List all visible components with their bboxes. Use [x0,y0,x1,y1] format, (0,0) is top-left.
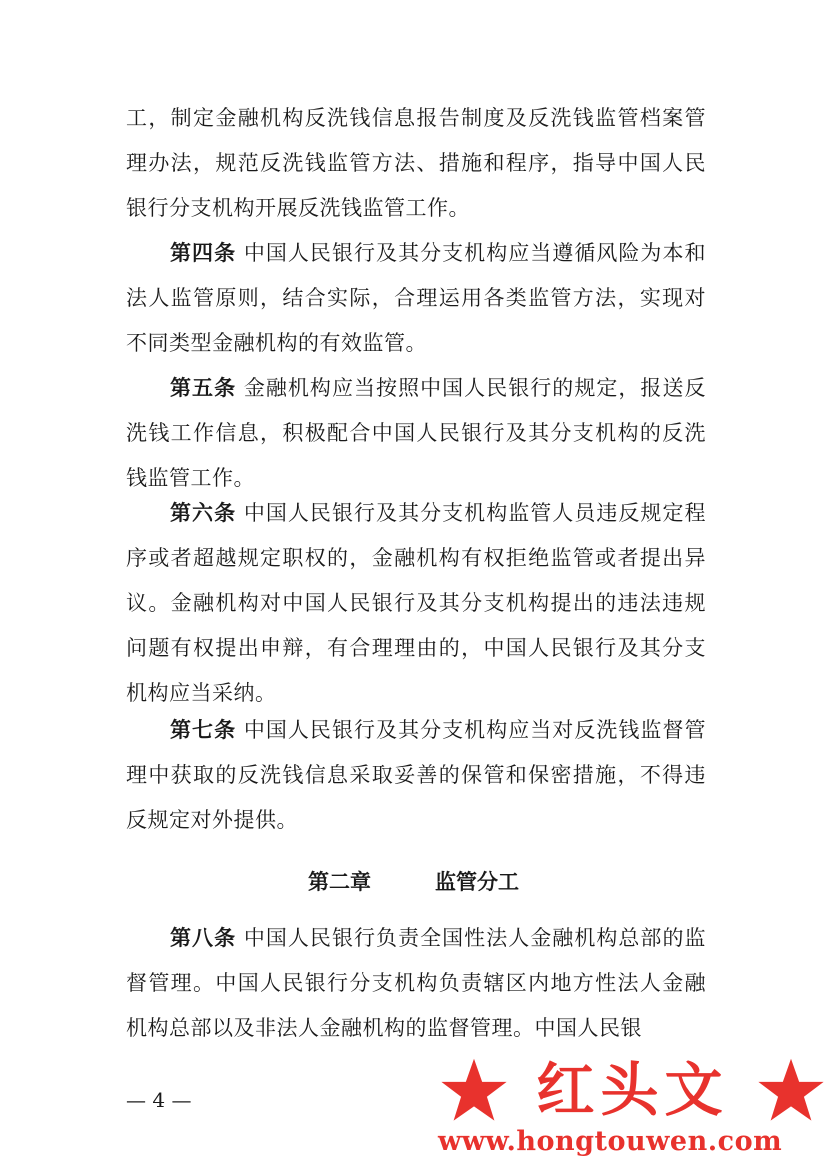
article-text: 中国人民银行负责全国性法人金融机构总部的监督管理。中国人民银行分支机构负责辖区内地方性法人金融机构总部以及非法人金融机构的监督管理。中国人民银 [126,926,707,1040]
watermark-title: 红头文 [536,1056,729,1124]
article-label: 第七条 [170,718,237,742]
paragraph-continuation [126,96,706,231]
article-text: 中国人民银行及其分支机构监管人员违反规定程序或者超越规定职权的，金融机构有权拒绝监管或者提出异议。金融机构对中国人民银行及其分支机构提出的违法违规问题有权提出申辩，有合理理由的，中国人民银行及其分支机构应当采纳。 [126,501,707,705]
article-label: 第六条 [170,501,237,525]
watermark [440,1055,825,1165]
page-number: — 4 — [126,1088,192,1112]
article-label: 第四条 [170,241,237,265]
article-7 [126,708,706,843]
watermark-url: www.hongtouwen.com [438,1126,783,1157]
star-icon [757,1057,825,1123]
article-label: 第八条 [170,926,237,950]
article-4 [126,231,706,366]
article-text: 金融机构应当按照中国人民银行的规定，报送反洗钱工作信息，积极配合中国人民银行及其分支机构的反洗钱监管工作。 [126,376,707,490]
paragraph-text: 工，制定金融机构反洗钱信息报告制度及反洗钱监管档案管理办法，规范反洗钱监管方法、措施和程序，指导中国人民银行分支机构开展反洗钱监管工作。 [126,106,706,220]
chapter-number: 第二章 [308,870,372,894]
chapter-title: 监管分工 [434,870,519,894]
article-6 [126,491,706,716]
article-8 [126,916,706,1051]
article-label: 第五条 [170,376,237,400]
star-icon [440,1057,508,1123]
article-5 [126,366,706,501]
article-text: 中国人民银行及其分支机构应当对反洗钱监督管理中获取的反洗钱信息采取妥善的保管和保密措施，不得违反规定对外提供。 [126,718,707,832]
chapter-heading [0,862,827,902]
article-text: 中国人民银行及其分支机构应当遵循风险为本和法人监管原则，结合实际，合理运用各类监管方法，实现对不同类型金融机构的有效监管。 [126,241,707,355]
